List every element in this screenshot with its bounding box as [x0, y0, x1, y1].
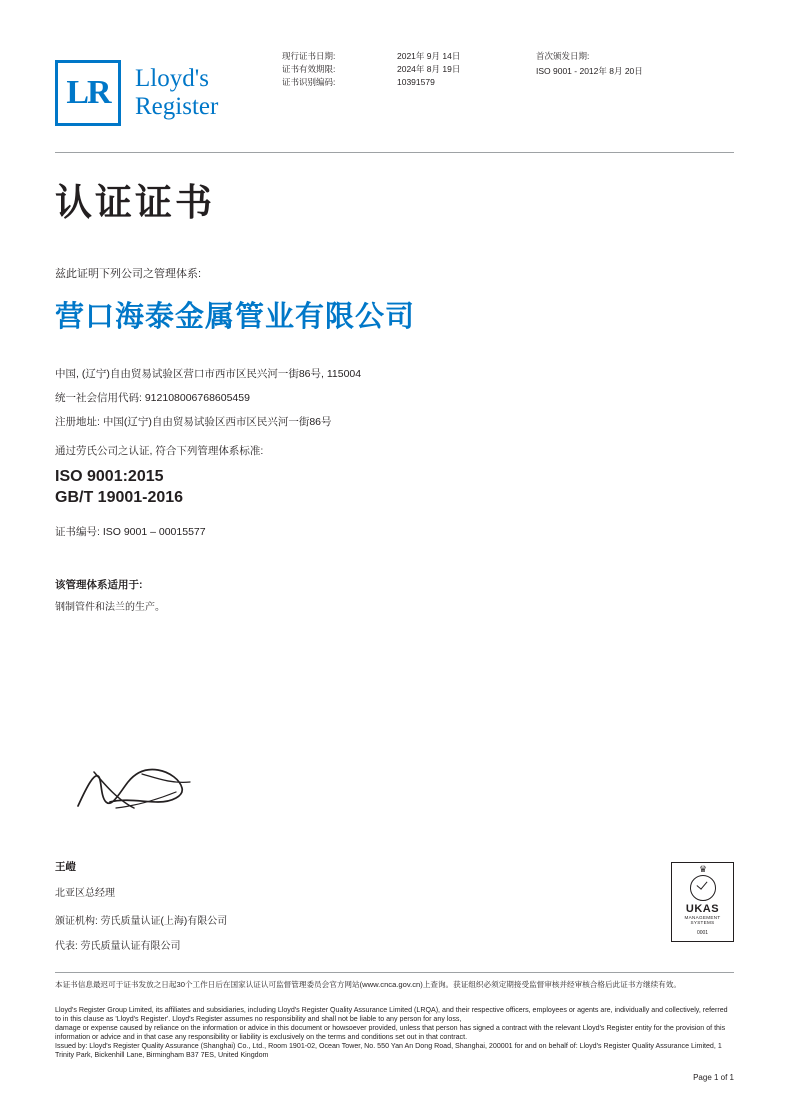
- representative: 代表: 劳氏质量认证有限公司: [55, 941, 181, 952]
- ukas-sub-line1: MANAGEMENT: [684, 915, 721, 920]
- address-line-3: 注册地址: 中国(辽宁)自由贸易试验区西市区民兴河一街86号: [55, 416, 332, 428]
- meta-value-current-date: 2021年 9月 14日: [397, 51, 461, 61]
- footer-divider: [55, 972, 734, 973]
- standard-item-iso9001: ISO 9001:2015: [55, 468, 164, 485]
- intro-text: 兹此证明下列公司之管理体系:: [55, 268, 202, 280]
- signatory-role: 北亚区总经理: [55, 888, 115, 899]
- page-title: 认证证书: [55, 182, 215, 223]
- signatory-name: 王嵦: [55, 861, 76, 873]
- standards-lead-text: 通过劳氏公司之认证, 符合下列管理体系标准:: [55, 445, 264, 457]
- ukas-number: 0001: [696, 929, 709, 936]
- scope-title: 该管理体系适用于:: [55, 579, 143, 591]
- logo-wordmark: [135, 65, 218, 121]
- address-line-1: 中国, (辽宁)自由贸易试验区营口市西市区民兴河一街86号, 115004: [55, 368, 362, 380]
- certificate-number: 证书编号: ISO 9001 – 00015577: [55, 526, 206, 538]
- meta-row-current-date: [282, 50, 460, 63]
- address-line-2: 统一社会信用代码: 912108006768605459: [55, 392, 250, 404]
- scope-text: 钢制管件和法兰的生产。: [55, 602, 165, 613]
- disclaimer-paragraph-2: damage or expense caused by reliance on the information or advice in this document or howsoever provided, unless that person has signed a contract with the relevant Lloyd's Register entity for the provision of this information or advice and in that case any responsibility or liability is exclusively on the terms and conditions set out in that contract.: [55, 1024, 726, 1041]
- standard-item-gbt19001: GB/T 19001-2016: [55, 489, 184, 506]
- footer-english-disclaimer: [55, 1006, 734, 1061]
- certificate-meta-left: [282, 50, 460, 90]
- ukas-name: UKAS: [685, 903, 720, 915]
- meta-value-original-issue: ISO 9001 - 2012年 8月 20日: [536, 66, 643, 77]
- lloyds-register-logo: [55, 60, 218, 126]
- logo-wordmark-line2: Register: [135, 93, 219, 120]
- ukas-sub-line2: SYSTEMS: [690, 920, 715, 926]
- standards-list: [55, 466, 183, 508]
- issuing-body: 颁证机构: 劳氏质量认证(上海)有限公司: [55, 916, 228, 927]
- disclaimer-paragraph-1: Lloyd's Register Group Limited, its affiliates and subsidiaries, including Lloyd's Register Quality Assurance Limited (LRQA), and their respective officers, employees or agents are, individually and collectively, referred to in this clause as 'Lloyd's Register'. Lloyd's Register assumes no responsibility and shall not be liable to any person for any loss,: [55, 1006, 728, 1023]
- certificate-meta-right: [536, 50, 643, 78]
- meta-row-identity-code: [282, 76, 460, 89]
- company-name: 营口海泰金属管业有限公司: [55, 301, 416, 333]
- meta-label-current-date: 现行证书日期:: [282, 51, 336, 61]
- logo-wordmark-line1: Lloyd's: [135, 65, 209, 92]
- header-divider: [55, 152, 734, 153]
- meta-label-identity-code: 证书识别编码:: [282, 77, 336, 88]
- page-number: Page 1 of 1: [693, 1073, 734, 1082]
- crown-icon: ♛: [698, 864, 707, 874]
- footer-chinese-note: 本证书信息最迟可于证书发放之日起30个工作日后在国家认证认可监督管理委员会官方网站(www.cnca.gov.cn)上查询。获证组织必须定期接受监督审核并经审核合格后此证书方继续有效。: [55, 980, 681, 989]
- lr-logo-icon: [55, 60, 121, 126]
- meta-row-expiry-date: [282, 63, 460, 76]
- ukas-accreditation-mark: [671, 862, 734, 942]
- document-header: [0, 42, 789, 142]
- meta-label-expiry-date: 证书有效期限:: [282, 64, 336, 75]
- meta-value-expiry-date: 2024年 8月 19日: [397, 64, 461, 75]
- handwritten-signature: [72, 762, 212, 818]
- meta-label-original-issue: 首次颁发日期:: [536, 51, 590, 61]
- meta-value-identity-code: 10391579: [397, 77, 435, 88]
- disclaimer-paragraph-3: Issued by: Lloyd's Register Quality Assurance (Shanghai) Co., Ltd., Room 1901-02, Ocean Tower, No. 550 Yan An Dong Road, Shanghai, 200001 for and on behalf of: Lloyd's Register Quality Assurance Limited, 1 Trinity Park, Bickenhill Lane, Birmingham B37 7ES, United Kingdom: [55, 1042, 722, 1059]
- lr-monogram: LR: [66, 74, 110, 111]
- address-block: [55, 362, 361, 434]
- tick-icon: [690, 875, 716, 901]
